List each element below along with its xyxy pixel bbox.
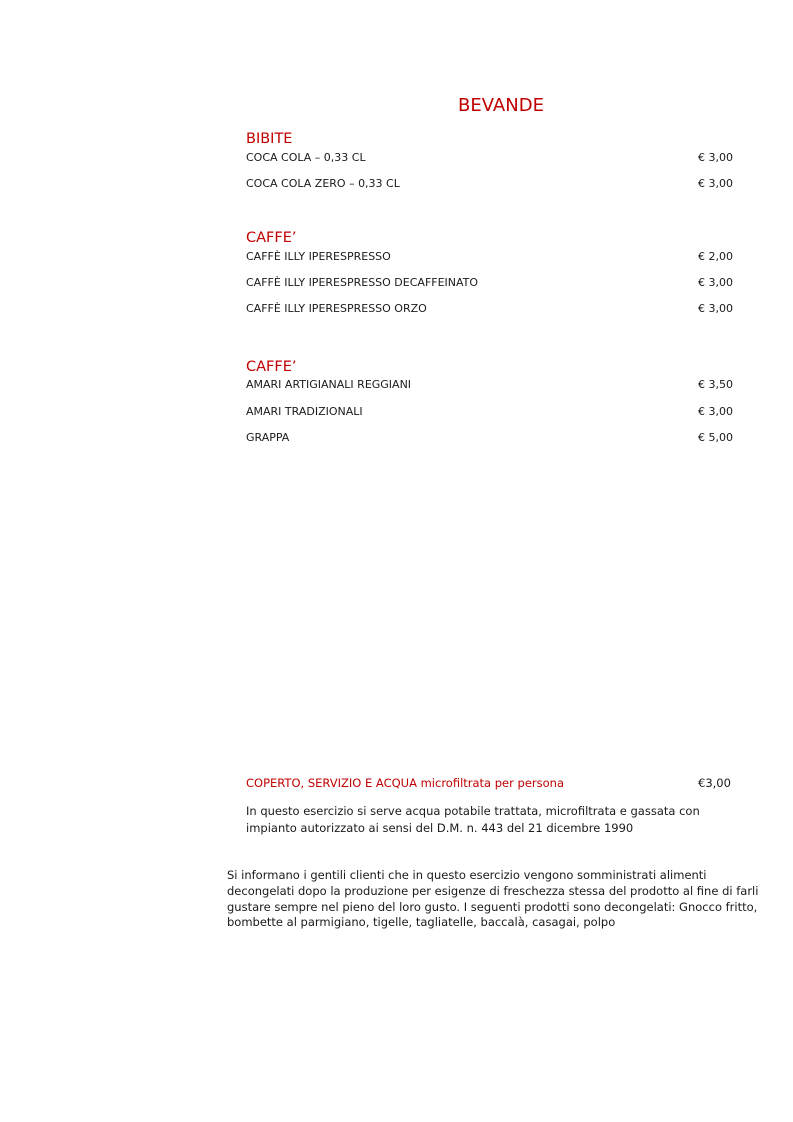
menu-item: AMARI ARTIGIANALI REGGIANI [246, 378, 412, 391]
section-title-amari: CAFFE’ [246, 359, 297, 375]
menu-item: CAFFÈ ILLY IPERESPRESSO DECAFFEINATO [246, 276, 479, 289]
water-note: In questo esercizio si serve acqua potabile trattata, microfiltrata e gassata con impianto autorizzato ai sensi del D.M. n. 443 del 21 dicembre 1990 [246, 804, 700, 835]
page-title: BEVANDE [458, 95, 544, 116]
menu-item: CAFFÈ ILLY IPERESPRESSO ORZO [246, 302, 427, 315]
menu-item-price: € 3,00 [698, 302, 733, 315]
menu-item: AMARI TRADIZIONALI [246, 405, 363, 418]
menu-item: COCA COLA – 0,33 CL [246, 151, 366, 164]
cover-charge-label: COPERTO, SERVIZIO E ACQUA microfiltrata per persona [246, 776, 564, 790]
menu-item-price: € 2,00 [698, 250, 733, 263]
menu-item-price: € 3,00 [698, 151, 733, 164]
menu-item-price: € 5,00 [698, 431, 733, 444]
menu-item: GRAPPA [246, 431, 290, 444]
menu-item-price: € 3,00 [698, 405, 733, 418]
section-title-bibite: BIBITE [246, 131, 293, 147]
cover-charge-price: €3,00 [698, 776, 731, 790]
frozen-food-note: Si informano i gentili clienti che in questo esercizio vengono somministrati alimenti decongelati dopo la produzione per esigenze di freschezza stessa del prodotto al fine di farli gustare sempre nel pieno del loro gusto. I seguenti prodotti sono decongelati: Gnocco fritto, bombette al parmigiano, tigelle, tagliatelle, baccalà, casagai, polpo [227, 868, 759, 930]
section-title-caffe: CAFFE’ [246, 230, 297, 246]
menu-item-price: € 3,00 [698, 177, 733, 190]
menu-item: COCA COLA ZERO – 0,33 CL [246, 177, 400, 190]
menu-item-price: € 3,00 [698, 276, 733, 289]
menu-item: CAFFÈ ILLY IPERESPRESSO [246, 250, 391, 263]
menu-item-price: € 3,50 [698, 378, 733, 391]
